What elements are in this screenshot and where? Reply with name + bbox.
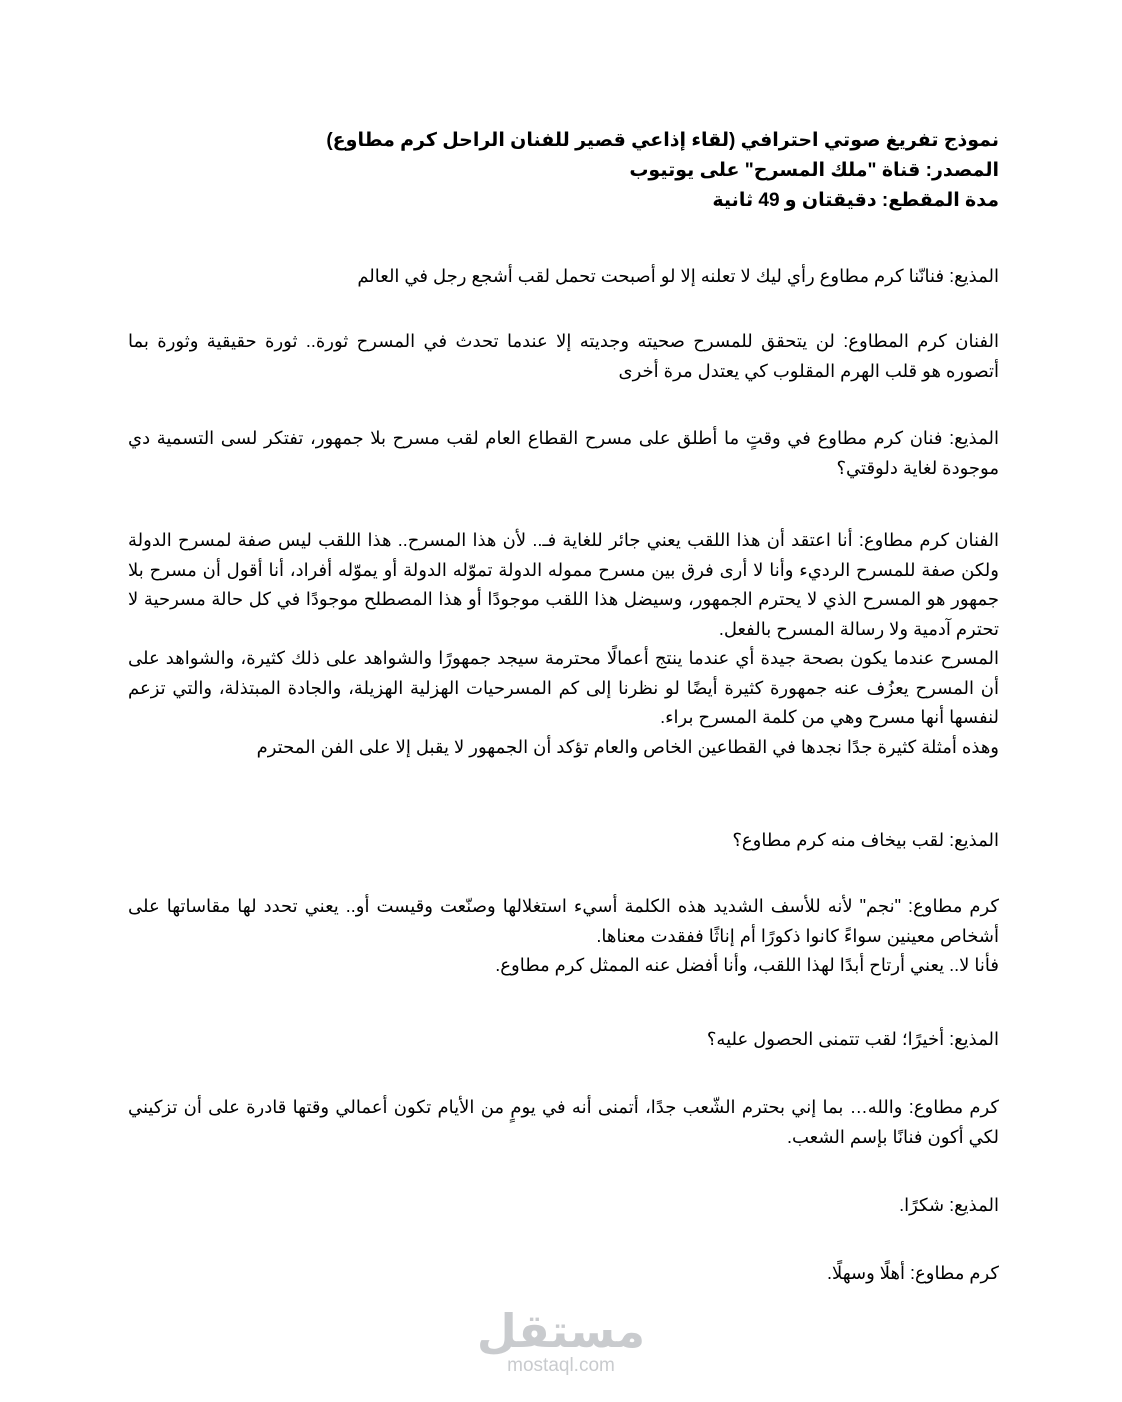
transcript-paragraph: المسرح عندما يكون بصحة جيدة أي عندما ينتج أعمالًا محترمة سيجد جمهورًا والشواهد على ذلك كثيرة، والشواهد على أن المسرح يعزُف عنه جمهورة كثيرة أيضًا لو نظرنا إلى كم المسرحيات الهزلية الهزيلة، والجادة المبتذلة، والتي تزعم لنفسها أنها مسرح وهي من كلمة المسرح براء. xyxy=(128,648,999,727)
document-title: نموذج تفريغ صوتي احترافي (لقاء إذاعي قصير للفنان الراحل كرم مطاوع) xyxy=(326,130,999,151)
transcript-paragraph: المذيع: شكرًا. xyxy=(899,1195,999,1215)
document-source: المصدر: قناة "ملك المسرح" على يوتيوب xyxy=(629,160,999,181)
transcript-paragraph: المذيع: فنان كرم مطاوع في وقتٍ ما أطلق على مسرح القطاع العام لقب مسرح بلا جمهور، تفتكر لسى التسمية دي موجودة لغاية دلوقتي؟ xyxy=(128,428,999,478)
transcript-paragraph: المذيع: لقب بيخاف منه كرم مطاوع؟ xyxy=(732,830,999,850)
transcript-paragraph: كرم مطاوع: "نجم" لأنه للأسف الشديد هذه الكلمة أسيء استغلالها وصنّعت وقيست أو.. يعني تحدد لها مقاساتها على أشخاص معينين سواءً كانوا ذكورًا أم إناثًا ففقدت معناها. xyxy=(128,896,999,946)
transcript-turn-10 xyxy=(128,1259,999,1289)
transcript-turn-2 xyxy=(128,327,999,386)
transcript-paragraph: كرم مطاوع: أهلًا وسهلًا. xyxy=(826,1263,999,1283)
document-page xyxy=(128,0,999,1402)
transcript-turn-5 xyxy=(128,826,999,856)
transcript-paragraph: المذيع: فنانّنا كرم مطاوع رأي ليك لا تعلنه إلا لو أصبحت تحمل لقب أشجع رجل في العالم xyxy=(357,266,999,286)
transcript-paragraph: فأنا لا.. يعني أرتاح أبدًا لهذا اللقب، وأنا أفضل عنه الممثل كرم مطاوع. xyxy=(495,955,999,975)
transcript-turn-7 xyxy=(128,1025,999,1055)
transcript-paragraph: الفنان كرم مطاوع: أنا اعتقد أن هذا اللقب يعني جائر للغاية فـ.. لأن هذا المسرح.. هذا اللقب ليس صفة لمسرح الدولة ولكن صفة للمسرح الرديء وأنا لا أرى فرق بين مسرح مموله الدولة تموّله الدولة أو يموّله أفراد، أنا أقول أن مسرح بلا جمهور هو المسرح الذي لا يحترم الجمهور، وسيضل هذا اللقب موجودًا أو هذا المصطلح موجودًا في كل حالة مسرحية لا تحترم آدمية ولا رسالة المسرح بالفعل. xyxy=(128,530,999,639)
watermark-logo: مستقل xyxy=(476,1305,646,1357)
transcript-turn-9 xyxy=(128,1191,999,1221)
watermark-url: mostaql.com xyxy=(507,1355,615,1376)
transcript-paragraph: كرم مطاوع: والله… بما إني بحترم الشّعب جدًا، أتمنى أنه في يومٍ من الأيام تكون أعمالي وقتها قادرة على أن تزكيني لكي أكون فنانًا بإسم الشعب. xyxy=(128,1097,999,1147)
transcript-turn-4 xyxy=(128,526,999,762)
transcript-paragraph: المذيع: أخيرًا؛ لقب تتمنى الحصول عليه؟ xyxy=(706,1029,999,1049)
transcript-turn-8 xyxy=(128,1093,999,1152)
transcript-turn-1 xyxy=(128,262,999,292)
mostaql-watermark xyxy=(0,1305,1122,1376)
transcript-paragraph: وهذه أمثلة كثيرة جدًا نجدها في القطاعين الخاص والعام تؤكد أن الجمهور لا يقبل إلا على الفن المحترم xyxy=(256,736,999,757)
document-duration: مدة المقطع: دقيقتان و 49 ثانية xyxy=(712,190,999,211)
transcript-turn-6 xyxy=(128,892,999,981)
transcript-paragraph: الفنان كرم المطاوع: لن يتحقق للمسرح صحيته وجديته إلا عندما تحدث في المسرح ثورة.. ثورة حقيقية وثورة بما أتصوره هو قلب الهرم المقلوب كي يعتدل مرة أخرى xyxy=(128,331,999,381)
transcript-turn-3 xyxy=(128,424,999,483)
document-header xyxy=(128,126,999,216)
